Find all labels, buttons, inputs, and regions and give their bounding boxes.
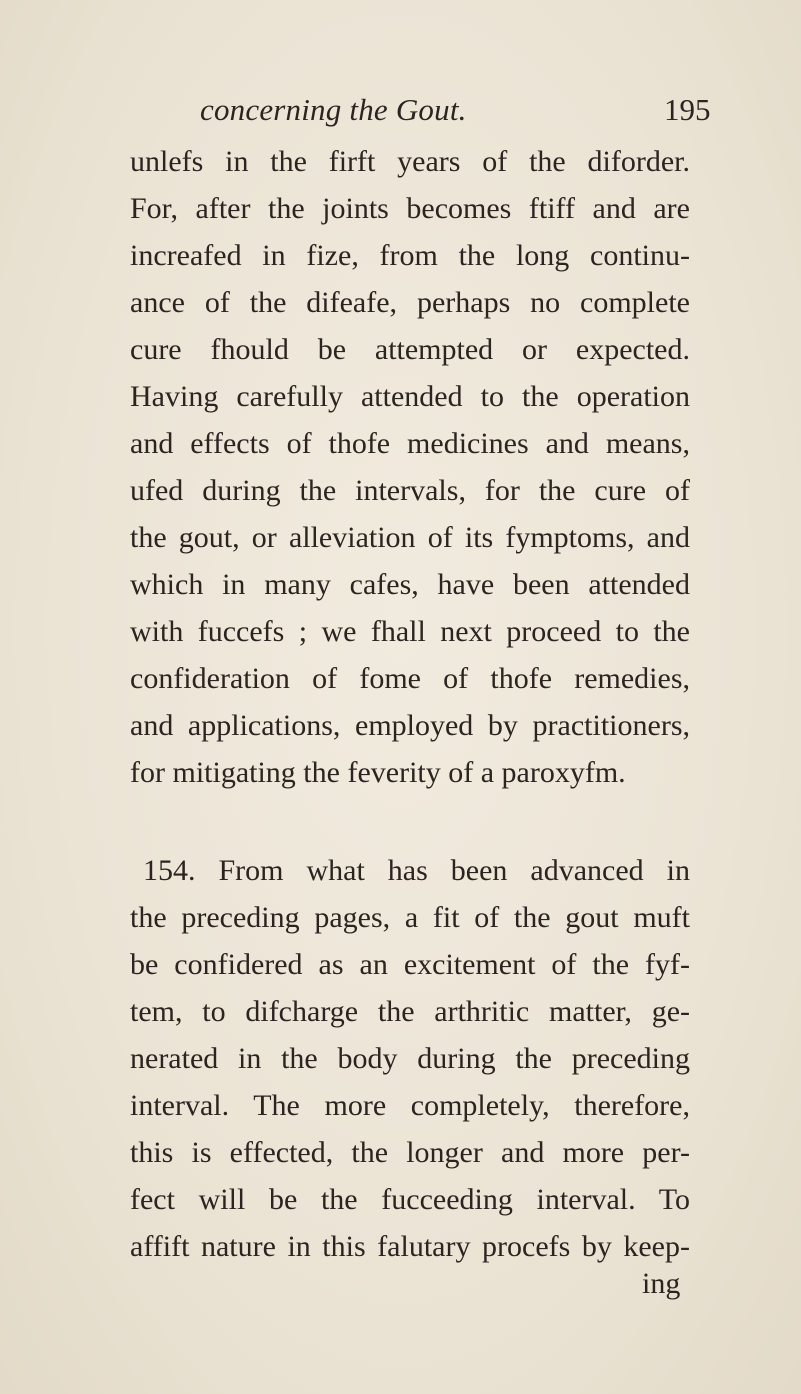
text-line: be confidered as an excitement of the fyf- bbox=[130, 948, 690, 981]
page-number: 195 bbox=[664, 92, 711, 127]
text-line: affift nature in this falutary procefs by keep- bbox=[130, 1230, 690, 1263]
text-line: confideration of fome of thofe remedies, bbox=[130, 662, 690, 695]
text-line: 154. From what has been advanced in bbox=[143, 854, 690, 887]
text-line: fect will be the fucceeding interval. To bbox=[130, 1183, 690, 1216]
text-line: ance of the difeafe, perhaps no complete bbox=[130, 286, 690, 319]
body-text bbox=[130, 138, 690, 1270]
text-line: cure fhould be attempted or expected. bbox=[130, 333, 690, 366]
text-line: Having carefully attended to the operation bbox=[130, 380, 690, 413]
text-line: the preceding pages, a fit of the gout muft bbox=[130, 901, 690, 934]
text-line: with fuccefs ; we fhall next proceed to the bbox=[130, 615, 690, 648]
text-line: and applications, employed by practitioners, bbox=[130, 709, 690, 742]
text-line: for mitigating the feverity of a paroxyfm. bbox=[130, 756, 626, 789]
text-line: For, after the joints becomes ftiff and are bbox=[130, 192, 690, 225]
text-line: which in many cafes, have been attended bbox=[130, 568, 690, 601]
paragraph-2 bbox=[130, 847, 690, 1270]
catchword: ing bbox=[642, 1267, 681, 1300]
text-line: nerated in the body during the preceding bbox=[130, 1042, 690, 1075]
paragraph-1 bbox=[130, 138, 690, 796]
running-head: concerning the Gout. bbox=[200, 92, 467, 127]
text-line: and effects of thofe medicines and means, bbox=[130, 427, 690, 460]
text-line: unlefs in the firft years of the diforder. bbox=[130, 145, 690, 178]
text-line: ufed during the intervals, for the cure of bbox=[130, 474, 690, 507]
text-line: tem, to difcharge the arthritic matter, ge- bbox=[130, 995, 690, 1028]
page-header bbox=[0, 92, 801, 138]
paragraph-gap bbox=[130, 796, 690, 847]
text-line: interval. The more completely, therefore, bbox=[130, 1089, 690, 1122]
text-line: increafed in fize, from the long continu- bbox=[130, 239, 690, 272]
text-line: the gout, or alleviation of its fymptoms, and bbox=[130, 521, 690, 554]
text-line: this is effected, the longer and more per- bbox=[130, 1136, 690, 1169]
